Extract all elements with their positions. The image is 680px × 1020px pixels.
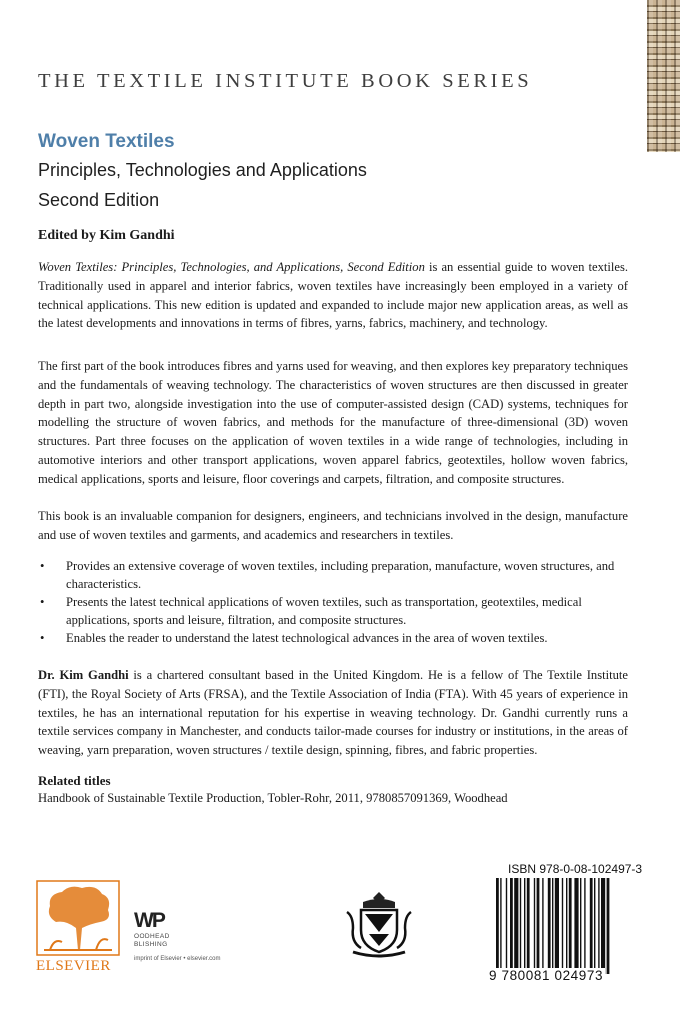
description-lead: Woven Textiles: Principles, Technologies, and Applications, Second Edition [38,260,425,274]
book-edition: Second Edition [38,190,160,210]
elsevier-tree-logo [36,880,120,956]
description-paragraph-3: This book is an invaluable companion for designers, engineers, and technicians involved in the design, manufacture and use of woven textiles and garments, and academics and researchers in textiles. [38,509,628,542]
description-paragraph-1 [38,258,628,333]
woodhead-name-line-2: BLISHING [134,941,168,948]
series-title: THE TEXTILE INSTITUTE BOOK SERIES [38,70,533,92]
textile-institute-crest-icon [343,888,415,960]
related-titles-heading: Related titles [38,773,111,788]
cover-fabric-image [647,0,680,152]
feature-item: • Provides an extensive coverage of woven textiles, including preparation, manufacture, woven structures, and characteristics. [38,558,628,593]
elsevier-wordmark: ELSEVIER [36,958,111,974]
book-subtitle: Principles, Technologies and Applications [38,160,367,180]
description-paragraph-2: The first part of the book introduces fibres and yarns used for weaving, and then explores key preparatory techniques and the fundamentals of weaving technology. The characteristics of woven structures are then discussed in greater depth in part two, alongside investigation into the use of computer-assisted design (CAD) systems, techniques for modelling the structure of woven fabrics, and methods for the manufacture of three-dimensional (3D) woven structures. Part three focuses on the application of woven textiles in a wide range of technologies, including in automotive interiors and other transport applications, woven apparel fabrics, geotextiles, hollow woven fabrics, medical applications, sports and leisure, floor coverings and carpets, filtration, and composite structures. [38,359,628,486]
feature-item: • Enables the reader to understand the latest technological advances in the area of woven textiles. [38,630,628,648]
feature-item: • Presents the latest technical applications of woven textiles, such as transportation, geotextiles, medical applications, sports and leisure, filtration, and composite structures. [38,594,628,629]
woodhead-name-line-1: OODHEAD [134,933,170,940]
book-title: Woven Textiles [38,131,175,152]
isbn-barcode-digits: 9 780081 024973 [489,968,604,983]
feature-list [38,558,628,649]
description-rest: is an essential guide to woven textiles. Traditionally used in apparel and interior fabrics, woven textiles have increasingly been employed in a variety of technical applications. This new edition is updated and expanded to include major new application areas, as well as the latest developments and innovations in terms of fibres, yarns, fabrics, machinery, and technology. [38,260,628,331]
author-name: Dr. Kim Gandhi [38,668,129,682]
woodhead-imprint: imprint of Elsevier • elsevier.com [134,956,221,962]
woodhead-logo: WP [134,909,164,932]
woodhead-name [134,933,170,949]
related-title-item: Handbook of Sustainable Textile Production, Tobler-Rohr, 2011, 9780857091369, Woodhead [38,791,508,805]
isbn-label: ISBN 978-0-08-102497-3 [508,862,643,876]
author-bio-text: is a chartered consultant based in the United Kingdom. He is a fellow of The Textile Institute (FTI), the Royal Society of Arts (FRSA), and the Textile Association of India (FTA). With 45 years of experience in textiles, he has an international reputation for his expertise in weaving technology. Dr. Gandhi currently runs a textile services company in Manchester, and conducts tailor-made courses for industry or institutions, in the areas of weaving, yarn preparation, woven structures / textile design, spinning, fibres, and fabric properties. [38,668,628,758]
author-bio [38,666,628,760]
editor-credit: Edited by Kim Gandhi [38,228,175,243]
